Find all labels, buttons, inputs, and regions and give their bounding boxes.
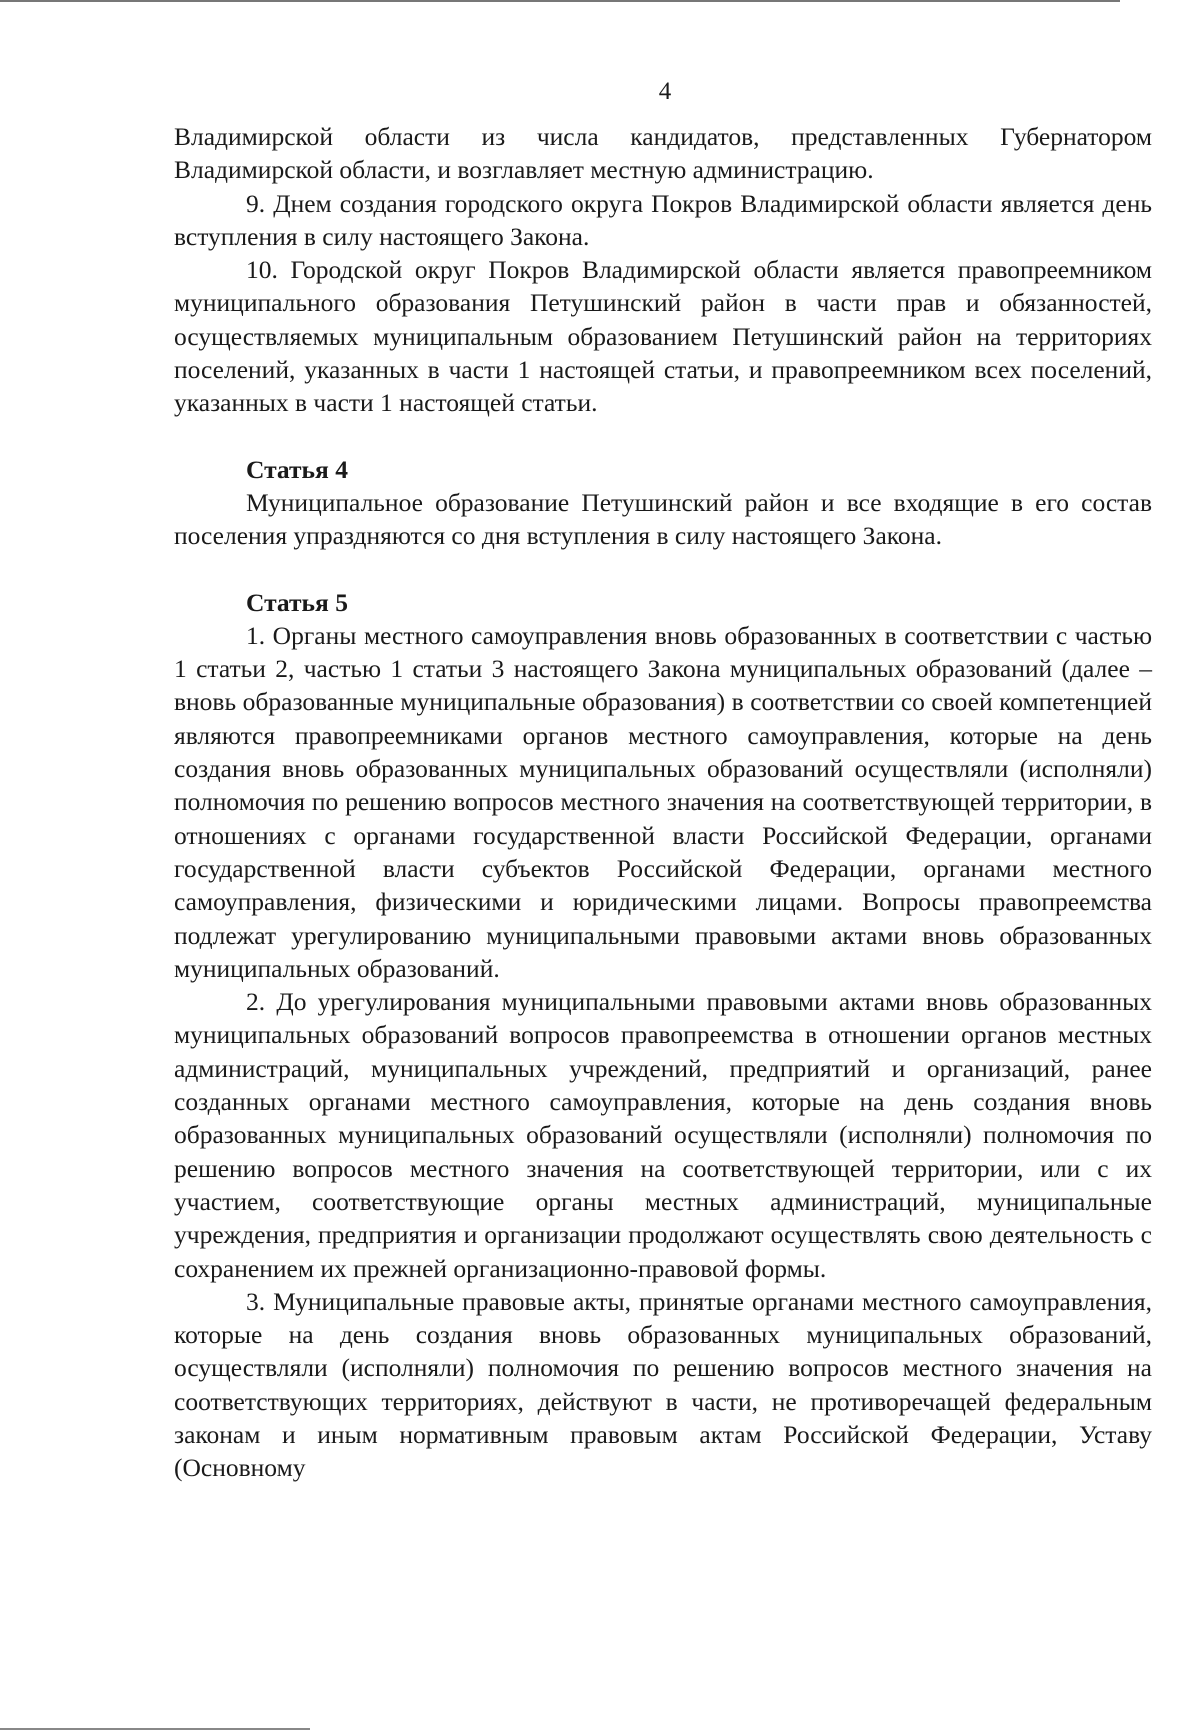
article-5-item-2: 2. До урегулирования муниципальными правовыми актами вновь образованных муниципальных образований вопросов правопреемства в отношении органов местных администраций, муниципальных учреждений, предприятий и организаций, ранее созданных органами местного самоуправления, которые на день создания вновь образованных муниципальных образований осуществляли (исполняли) полномочия по решению вопросов местного значения на соответствующей территории, или с их участием, соответствующие органы местных администраций, муниципальные учреждения, предприятия и организации продолжают осуществлять свою деятельность с сохранением их прежней организационно-правовой формы.: [174, 987, 1152, 1283]
paragraph-continuation: Владимирской области из числа кандидатов, представленных Губернатором Владимирской области, и возглавляет местную администрацию.: [174, 122, 1152, 185]
article-4-heading: Статья 4: [246, 454, 348, 484]
article-4-text: Муниципальное образование Петушинский район и все входящие в его состав поселения упраздняются со дня вступления в силу настоящего Закона.: [174, 487, 1152, 551]
top-edge-line: [0, 0, 1120, 2]
paragraph-item-10: 10. Городской округ Покров Владимирской области является правопреемником муниципального образования Петушинский район в части прав и обязанностей, осуществляемых муниципальным образованием Петушинский район на территориях поселений, указанных в части 1 настоящей статьи, и правопреемником всех поселений, указанных в части 1 настоящей статьи.: [174, 255, 1152, 418]
page-number: 4: [658, 78, 672, 105]
bottom-edge-line: [0, 1728, 310, 1730]
article-5-heading: Статья 5: [246, 587, 348, 617]
article-5-item-3: 3. Муниципальные правовые акты, принятые органами местного самоуправления, которые на день создания вновь образованных муниципальных образований, осуществляли (исполняли) полномочия по решению вопросов местного значения на соответствующих территориях, действуют в части, не противоречащей федеральным законам и иным нормативным правовым актам Российской Федерации, Уставу (Основному: [174, 1286, 1152, 1483]
article-5-item-1: 1. Органы местного самоуправления вновь образованных в соответствии с частью 1 статьи 2, частью 1 статьи 3 настоящего Закона муниципальных образований (далее – вновь образованные муниципальные образования) в соответствии со своей компетенцией являются правопреемниками органов местного самоуправления, которые на день создания вновь образованных муниципальных образований осуществляли (исполняли) полномочия по решению вопросов местного значения на соответствующей территории, в отношениях с органами государственной власти Российской Федерации, органами государственной власти субъектов Российской Федерации, органами местного самоуправления, физическими и юридическими лицами. Вопросы правопреемства подлежат урегулированию муниципальными правовыми актами вновь образованных муниципальных образований.: [174, 620, 1152, 983]
document-body: [174, 120, 1152, 1485]
paragraph-item-9: 9. Днем создания городского округа Покров Владимирской области является день вступления в силу настоящего Закона.: [174, 188, 1152, 251]
